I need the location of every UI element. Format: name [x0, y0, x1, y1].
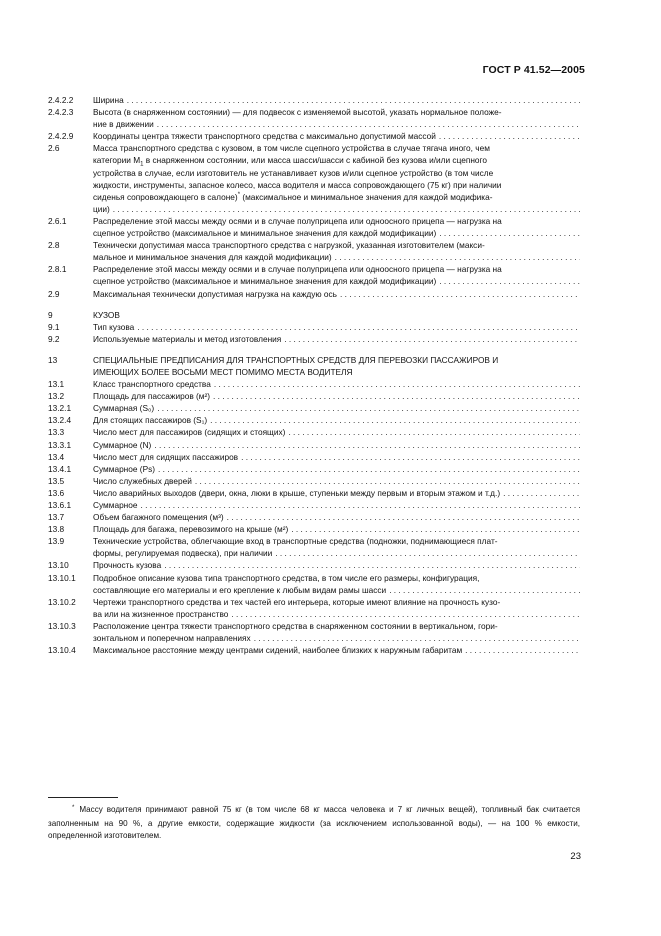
list-item: [48, 142, 580, 215]
item-text: Подробное описание кузова типа транспортного средства, в том числе его размеры, конфигурация, составляющие его материалы и его крепление к любым видам рамы шасси . . .: [93, 572, 580, 596]
item-number: 2.4.2.3: [48, 107, 74, 118]
list-item: [48, 475, 580, 487]
item-text: Число аварийных выходов (двери, окна, люки в крыше, ступеньки между первым и вторым этажом и т.д.): [93, 487, 501, 498]
item-number: 13.8: [48, 524, 65, 535]
item-text: Суммарное: [93, 500, 138, 510]
item-text: Чертежи транспортного средства и тех частей его интерьера, которые имеют влияние на прочность кузо- ва или на жизненное пространство . . .: [93, 596, 580, 620]
item-text: Технические устройства, облегчающие вход в транспортные средства (подножки, поднимающиеся плат- формы, регулируемая подвеска), при наличии . . .: [93, 535, 580, 559]
item-number: 13: [48, 354, 58, 365]
item-number: 2.6: [48, 143, 60, 154]
list-item: 2.4.2.3 Высота (в снаряженном состоянии) — для подвесок с изменяемой высотой, указать нормальное положе- ние в движении . . .: [48, 106, 580, 130]
item-text: Тип кузова: [93, 321, 135, 332]
item-number: 9.2: [48, 333, 60, 344]
item-text: КУЗОВ: [93, 309, 120, 320]
item-text: СПЕЦИАЛЬНЫЕ ПРЕДПИСАНИЯ ДЛЯ ТРАНСПОРТНЫХ СРЕДСТВ ДЛЯ ПЕРЕВОЗКИ ПАССАЖИРОВ И ИМЕЮЩИХ БОЛЕЕ ВОСЬМИ МЕСТ ПОМИМО МЕСТА ВОДИТЕЛЯ: [93, 354, 499, 377]
item-text: Распределение этой массы между осями и в случае полуприцепа или одноосного прицепа — нагрузка на сцепное устройство (максимальное и минимальное значения для каждой модификации) . . .: [93, 215, 580, 239]
item-number: 13.7: [48, 512, 65, 523]
footnote-marker: *: [72, 805, 75, 811]
list-item: [48, 94, 580, 106]
list-item: [48, 333, 580, 345]
item-text: Координаты центра тяжести транспортного средства с максимально допустимой массой: [93, 131, 436, 142]
item-text: Площадь для пассажиров (м²): [93, 391, 211, 402]
section-heading: [48, 309, 580, 321]
list-item: [48, 620, 580, 644]
item-number: 2.8.1: [48, 264, 67, 275]
item-number: 13.6: [48, 487, 65, 498]
footnote-divider: [48, 797, 118, 798]
document-header: ГОСТ Р 41.52—2005: [482, 64, 585, 76]
list-item: [48, 535, 580, 559]
list-item: [48, 402, 580, 414]
item-text: Прочность кузова: [93, 560, 162, 571]
list-item: [48, 288, 580, 300]
item-number: 13.6.1: [48, 500, 72, 510]
page-number: 23: [570, 851, 581, 862]
list-item: [48, 644, 580, 656]
list-item: [48, 321, 580, 333]
item-number: 13.2.4: [48, 415, 72, 426]
item-number: 13.10: [48, 560, 69, 571]
item-number: 2.4.2.9: [48, 131, 74, 142]
item-text: Высота (в снаряженном состоянии) — для подвесок с изменяемой высотой, указать нормальное положе-: [93, 107, 502, 118]
list-item: [48, 451, 580, 463]
list-item: [48, 439, 580, 451]
item-text: Суммарная (S₀): [93, 403, 155, 414]
list-item: [48, 511, 580, 523]
item-number: 13.10.3: [48, 620, 76, 631]
list-item: [48, 523, 580, 535]
item-text: Распределение этой массы между осями и в случае полуприцепа или одноосного прицепа — нагрузка на сцепное устройство (максимальное и минимальное значения для каждой модификации) . . .: [93, 263, 580, 287]
list-item: [48, 499, 580, 511]
list-item: [48, 487, 580, 499]
list-item: [48, 130, 580, 142]
item-text: Максимальное расстояние между центрами сидений, наиболее близких к наружным габаритам: [93, 645, 463, 656]
item-text: Масса транспортного средства с кузовом, в том числе сцепного устройства в случае тягача иного, чем категории $M_1$ в снаряженном состоянии, или масса шасси/шасси с кабиной без кузова и/или сцепного устройства в случае, если изготовитель не устанавливает кузов и/или сцепное устройство (в том числе жидкости, инструменты, запасное колесо, масса водителя и масса сопровождающего (75 кг) при наличии сиденья сопровождающего в салоне)* (максимальное и минимальное значения для каждой модифика- ции) . . .: [93, 142, 580, 215]
list-item: [48, 572, 580, 596]
list-item: [48, 215, 580, 239]
item-text: Суммарное (N): [93, 439, 152, 450]
item-number: 2.6.1: [48, 215, 67, 226]
item-number: 13.2.1: [48, 403, 72, 414]
item-text: Класс транспортного средства: [93, 379, 211, 390]
item-text: Площадь для багажа, перевозимого на крыше (м²): [93, 524, 289, 535]
item-text: Технически допустимая масса транспортного средства с нагрузкой, указанная изготовителем (макси- мальное и минимальное значения для каждой модификации) . . .: [93, 239, 580, 263]
list-item: [48, 263, 580, 287]
item-number: 9: [48, 309, 53, 320]
item-number: 13.1: [48, 379, 65, 390]
item-number: 13.3.1: [48, 439, 72, 450]
item-number: 13.2: [48, 391, 65, 402]
specification-list: [48, 94, 580, 656]
section-heading: [48, 354, 580, 378]
item-number: 13.3: [48, 427, 65, 438]
list-item: [48, 596, 580, 620]
item-text: Максимальная технически допустимая нагрузка на каждую ось: [93, 288, 337, 299]
list-item: [48, 426, 580, 438]
list-item: [48, 239, 580, 263]
item-number: 13.10.1: [48, 572, 76, 583]
item-number: 2.4.2.2: [48, 95, 74, 105]
item-number: 2.9: [48, 288, 60, 299]
item-text: Используемые материалы и метод изготовления: [93, 333, 282, 344]
list-item: [48, 390, 580, 402]
item-text: Объем багажного помещения (м³): [93, 512, 224, 523]
list-item: [48, 463, 580, 475]
item-number: 13.5: [48, 475, 65, 486]
item-text: Число служебных дверей: [93, 475, 192, 486]
list-item: [48, 414, 580, 426]
item-text: Ширина: [93, 95, 124, 105]
item-number: 2.8: [48, 240, 60, 251]
item-number: 13.10.4: [48, 645, 76, 656]
item-number: 13.9: [48, 536, 65, 547]
footnote-text: Массу водителя принимают равной 75 кг (в том числе 68 кг масса человека и 7 кг личных вещей), топливный бак считается заполненным на 90 %, а другие емкости, содержащие жидкости (за исключением использованной воды), — на 100 % емкости, определенной изготовителем.: [48, 805, 580, 840]
item-number: 13.10.2: [48, 596, 76, 607]
item-number: 13.4.1: [48, 463, 72, 474]
footnote: [48, 804, 580, 843]
list-item: [48, 378, 580, 390]
item-text: Число мест для пассажиров (сидящих и стоящих): [93, 427, 286, 438]
item-number: 9.1: [48, 321, 60, 332]
item-text: Расположение центра тяжести транспортного средства в снаряженном состоянии в вертикальном, гори- зонтальном и поперечном направлениях . . .: [93, 620, 580, 644]
item-text: Число мест для сидящих пассажиров: [93, 451, 239, 462]
item-text: Суммарное (Ps): [93, 463, 156, 474]
list-item: [48, 559, 580, 571]
item-text: Для стоящих пассажиров (S₁): [93, 415, 208, 426]
item-number: 13.4: [48, 451, 65, 462]
